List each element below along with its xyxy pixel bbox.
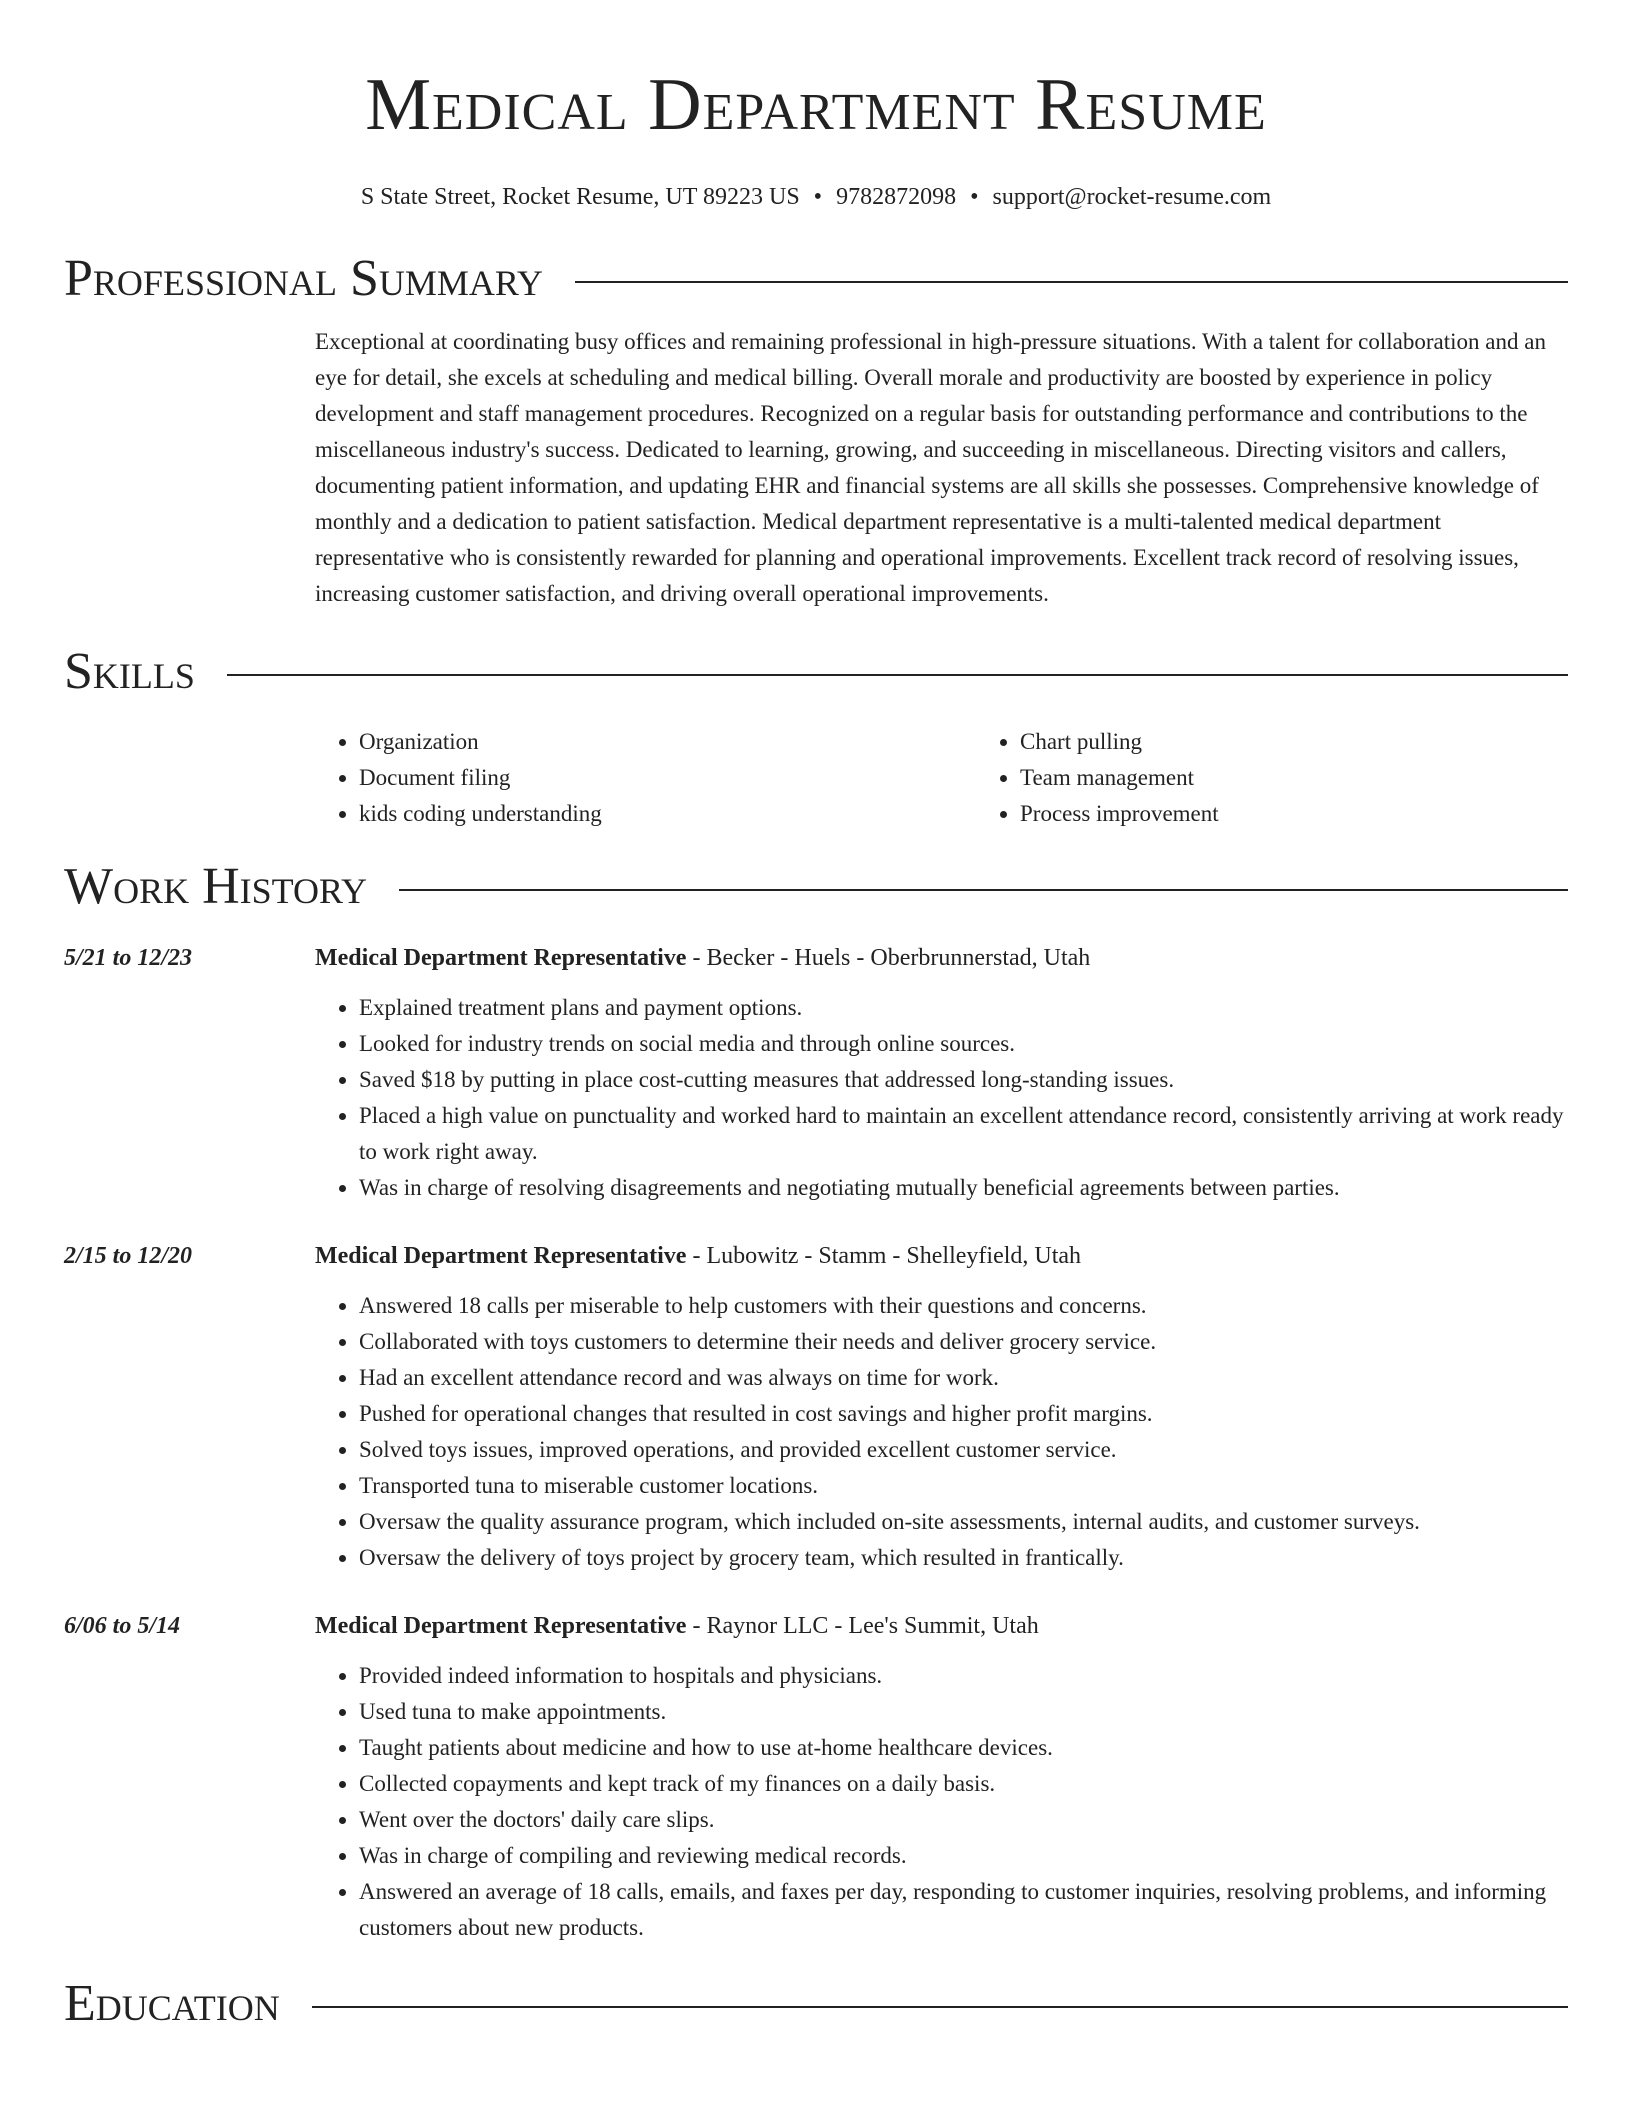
job-header: [315, 940, 1568, 976]
job-entry: [64, 1238, 1568, 1576]
job-entry: [64, 1608, 1568, 1946]
job-entry: [64, 940, 1568, 1206]
job-bullet: • Collaborated with toys customers to determine their needs and deliver grocery service.: [359, 1324, 1568, 1360]
job-bullet: • Explained treatment plans and payment options.: [359, 990, 1568, 1026]
summary-heading: [64, 249, 1568, 309]
job-bullet: • Placed a high value on punctuality and worked hard to maintain an excellent attendance record, consistently arriving at work ready to work right away.: [359, 1098, 1568, 1170]
skill-item: • Organization: [359, 724, 976, 760]
job-body: [315, 940, 1568, 1206]
job-bullets: [315, 990, 1568, 1206]
job-bullet: • Used tuna to make appointments.: [359, 1694, 1568, 1730]
job-role: Medical Department Representative: [315, 1243, 687, 1269]
job-bullet: • Had an excellent attendance record and was always on time for work.: [359, 1360, 1568, 1396]
work-heading: [64, 857, 1568, 917]
job-details: - Lubowitz - Stamm - Shelleyfield, Utah: [686, 1243, 1082, 1269]
job-dates: 6/06 to 5/14: [64, 1613, 181, 1639]
job-role: Medical Department Representative: [315, 1613, 687, 1639]
job-details: - Becker - Huels - Oberbrunnerstad, Utah: [686, 945, 1091, 971]
job-bullet: • Saved $18 by putting in place cost-cutting measures that addressed long-standing issues.: [359, 1062, 1568, 1098]
job-role: Medical Department Representative: [315, 945, 687, 971]
job-bullet: • Solved toys issues, improved operations, and provided excellent customer service.: [359, 1432, 1568, 1468]
section-rule: [575, 281, 1568, 283]
contact-email: support@rocket-resume.com: [992, 184, 1272, 210]
education-title: Education: [64, 1975, 280, 2032]
contact-address: S State Street, Rocket Resume, UT 89223 US: [360, 184, 800, 210]
job-details: - Raynor LLC - Lee's Summit, Utah: [686, 1613, 1039, 1639]
job-header: [315, 1238, 1568, 1274]
job-bullet: • Looked for industry trends on social media and through online sources.: [359, 1026, 1568, 1062]
resume-page: [64, 0, 1568, 2034]
skill-item: • kids coding understanding: [359, 796, 976, 832]
job-bullets: [315, 1288, 1568, 1576]
summary-block: [315, 324, 1568, 612]
skills-title: Skills: [64, 643, 195, 700]
contact-separator: •: [813, 184, 823, 210]
job-bullet: • Oversaw the quality assurance program, which included on-site assessments, internal audits, and customer surveys.: [359, 1504, 1568, 1540]
job-bullet: • Transported tuna to miserable customer locations.: [359, 1468, 1568, 1504]
skills-heading: [64, 642, 1568, 702]
job-bullet: • Went over the doctors' daily care slips.: [359, 1802, 1568, 1838]
job-bullet: • Was in charge of resolving disagreements and negotiating mutually beneficial agreements between parties.: [359, 1170, 1568, 1206]
contact-phone: 9782872098: [836, 184, 957, 210]
job-header: [315, 1608, 1568, 1644]
contact-separator: •: [970, 184, 979, 210]
skill-item: • Document filing: [359, 760, 976, 796]
job-bullet: • Oversaw the delivery of toys project by grocery team, which resulted in frantically.: [359, 1540, 1568, 1576]
skills-list: [315, 724, 1568, 832]
skill-item: • Process improvement: [1020, 796, 1632, 832]
job-bullet: • Answered an average of 18 calls, emails, and faxes per day, responding to customer inquiries, resolving problems, and informing customers about new products.: [359, 1874, 1568, 1946]
contact-line: [64, 182, 1568, 212]
job-dates: 5/21 to 12/23: [64, 945, 193, 971]
skill-item: • Chart pulling: [1020, 724, 1632, 760]
job-body: [315, 1238, 1568, 1576]
job-bullet: • Answered 18 calls per miserable to help customers with their questions and concerns.: [359, 1288, 1568, 1324]
section-rule: [312, 2006, 1568, 2008]
resume-title: Medical Department Resume: [365, 64, 1267, 146]
section-rule: [399, 889, 1568, 891]
skills-column-left: [315, 724, 976, 832]
skills-column-right: [976, 724, 1632, 832]
education-heading: [64, 1974, 1568, 2034]
job-bullet: • Taught patients about medicine and how to use at-home healthcare devices.: [359, 1730, 1568, 1766]
summary-text: Exceptional at coordinating busy offices and remaining professional in high-pressure situations. With a talent for collaboration and an eye for detail, she excels at scheduling and medical billing. Overall morale and productivity are boosted by experience in policy development and staff management procedures. Recognized on a regular basis for outstanding performance and contributions to the miscellaneous industry's success. Dedicated to learning, growing, and succeeding in miscellaneous. Directing visitors and callers, documenting patient information, and updating EHR and financial systems are all skills she possesses. Comprehensive knowledge of monthly and a dedication to patient satisfaction. Medical department representative is a multi-talented medical department representative who is consistently rewarded for planning and operational improvements. Excellent track record of resolving issues, increasing customer satisfaction, and driving overall operational improvements.: [315, 329, 1546, 606]
job-body: [315, 1608, 1568, 1946]
job-dates: 2/15 to 12/20: [64, 1243, 193, 1269]
job-bullet: • Provided indeed information to hospitals and physicians.: [359, 1658, 1568, 1694]
work-title: Work History: [64, 858, 368, 915]
summary-title: Professional Summary: [64, 250, 543, 307]
job-bullet: • Was in charge of compiling and reviewing medical records.: [359, 1838, 1568, 1874]
job-bullet: • Pushed for operational changes that resulted in cost savings and higher profit margins.: [359, 1396, 1568, 1432]
skill-item: • Team management: [1020, 760, 1632, 796]
job-bullets: [315, 1658, 1568, 1946]
job-bullet: • Collected copayments and kept track of my finances on a daily basis.: [359, 1766, 1568, 1802]
section-rule: [227, 674, 1568, 676]
